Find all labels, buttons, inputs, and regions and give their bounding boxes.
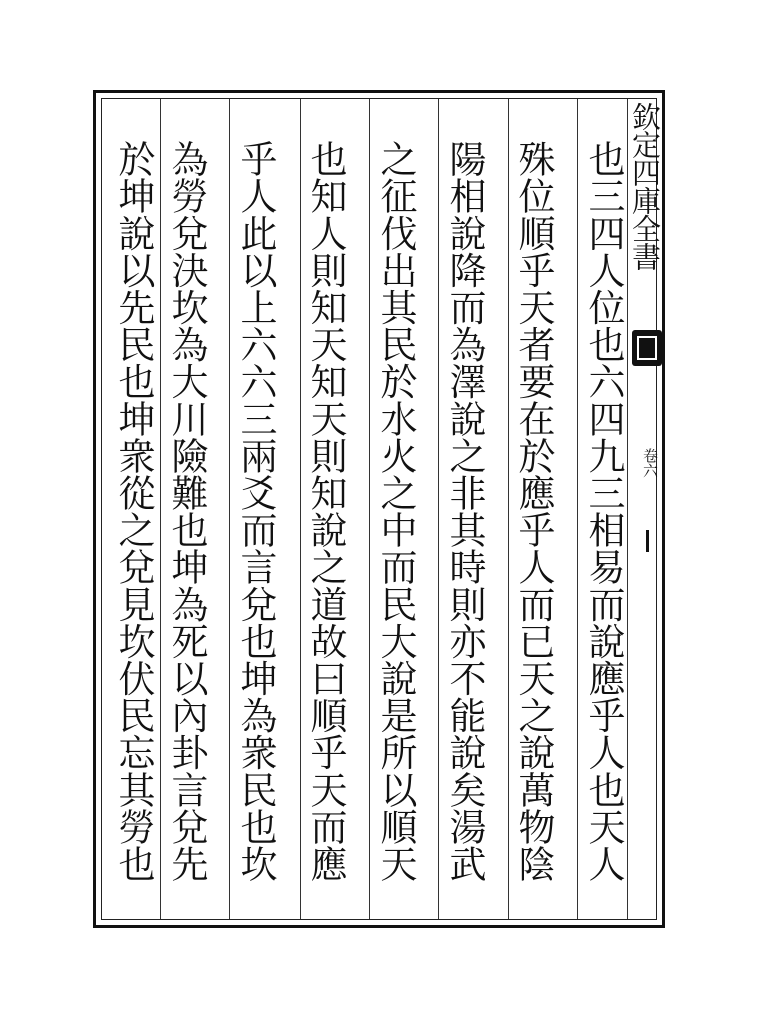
column-rule [508, 99, 509, 919]
text-column-7: 為勞兌決坎為大川險難也坤為死以內卦言兌先 [165, 140, 208, 882]
column-rule [229, 99, 230, 919]
volume-label: 卷六 [641, 448, 659, 478]
text-column-5: 也知人則知天知天則知說之道故曰順乎天而應 [304, 140, 347, 882]
text-column-6: 乎人此以上六六三兩爻而言兌也坤為衆民也坎 [234, 140, 277, 882]
column-rule [438, 99, 439, 919]
text-column-1: 也三四人位也六四九三相易而說應乎人也天人 [582, 140, 625, 882]
text-column-4: 之征伐出其民於水火之中而民大說是所以順天 [374, 140, 417, 882]
text-column-8: 於坤說以先民也坤衆從之兌見坎伏民忘其勞也 [112, 140, 155, 882]
text-column-2: 殊位順乎天者要在於應乎人而已天之說萬物陰 [512, 140, 555, 882]
column-rule [160, 99, 161, 919]
column-rule [369, 99, 370, 919]
column-rule [300, 99, 301, 919]
page-mark [646, 530, 655, 552]
book-title: 欽定四庫全書 [628, 102, 662, 270]
seal-mark [637, 336, 657, 360]
text-column-3: 陽相說降而為澤說之非其時則亦不能說矣湯武 [443, 140, 486, 882]
column-rule [577, 99, 578, 919]
